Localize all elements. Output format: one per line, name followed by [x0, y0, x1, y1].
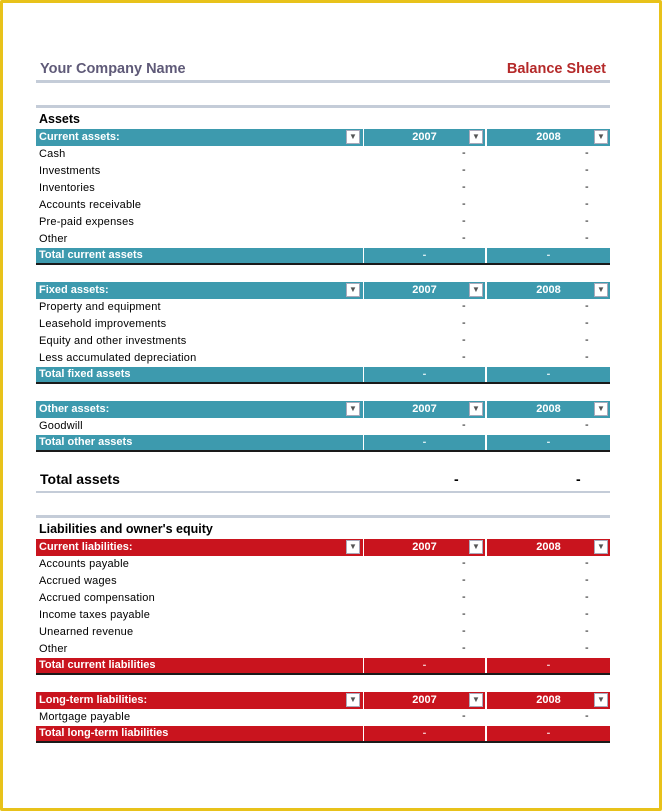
value-2007[interactable]: -: [462, 147, 466, 159]
table-row[interactable]: [36, 146, 610, 163]
chevron-down-icon[interactable]: ▼: [469, 540, 483, 554]
chevron-down-icon[interactable]: ▼: [594, 693, 608, 707]
company-name[interactable]: Your Company Name: [40, 61, 186, 77]
chevron-down-icon[interactable]: ▼: [594, 130, 608, 144]
chevron-down-icon[interactable]: ▼: [594, 283, 608, 297]
total-value-2007: -: [364, 658, 485, 673]
current-liabilities-year2-cell: [487, 539, 610, 556]
total-value-2008: -: [487, 658, 610, 673]
value-2008[interactable]: -: [585, 317, 589, 329]
total-current-liabilities-row[interactable]: [36, 658, 610, 675]
table-row[interactable]: [36, 607, 610, 624]
current-liabilities-header-row: [36, 539, 610, 556]
longterm-liabilities-header-label: Long-term liabilities:: [39, 694, 148, 706]
current-assets-year1-cell: [364, 129, 485, 146]
year-2007-label: 2007: [412, 131, 437, 143]
value-2007[interactable]: -: [462, 232, 466, 244]
page-title: Balance Sheet: [506, 61, 606, 77]
row-label: Income taxes payable: [39, 609, 151, 621]
table-row[interactable]: [36, 709, 610, 726]
row-label: Unearned revenue: [39, 626, 134, 638]
value-2008[interactable]: -: [585, 147, 589, 159]
value-2007[interactable]: -: [462, 351, 466, 363]
table-row[interactable]: [36, 231, 610, 248]
header-divider: [36, 80, 610, 83]
current-liabilities-table: [36, 539, 610, 675]
table-row[interactable]: [36, 333, 610, 350]
value-2008[interactable]: -: [585, 710, 589, 722]
fixed-assets-table: [36, 282, 610, 384]
other-assets-header-cell: [36, 401, 363, 418]
current-liabilities-header-cell: [36, 539, 363, 556]
row-label: Accrued compensation: [39, 592, 155, 604]
value-2008[interactable]: -: [585, 300, 589, 312]
total-value-2007: -: [364, 435, 485, 450]
total-value-2007: -: [364, 726, 485, 741]
value-2008[interactable]: -: [585, 334, 589, 346]
fixed-assets-header-label: Fixed assets:: [39, 284, 109, 296]
total-value-2008: -: [487, 248, 610, 263]
value-2008[interactable]: -: [585, 625, 589, 637]
chevron-down-icon[interactable]: ▼: [469, 130, 483, 144]
total-assets-row[interactable]: [40, 471, 610, 493]
chevron-down-icon[interactable]: ▼: [594, 402, 608, 416]
value-2007[interactable]: -: [462, 181, 466, 193]
year-2007-label: 2007: [412, 403, 437, 415]
row-label: Goodwill: [39, 420, 83, 432]
total-assets-label: Total assets: [40, 471, 120, 487]
total-label: Total current liabilities: [36, 658, 363, 673]
total-fixed-assets-row[interactable]: [36, 367, 610, 384]
other-assets-year1-cell: [364, 401, 485, 418]
total-label: Total fixed assets: [36, 367, 363, 382]
value-2008[interactable]: -: [585, 351, 589, 363]
chevron-down-icon[interactable]: ▼: [346, 130, 360, 144]
year-2007-label: 2007: [412, 541, 437, 553]
value-2008[interactable]: -: [585, 198, 589, 210]
table-row[interactable]: [36, 163, 610, 180]
table-row[interactable]: [36, 556, 610, 573]
value-2007[interactable]: -: [462, 574, 466, 586]
table-row[interactable]: [36, 350, 610, 367]
total-assets-value-2008: -: [576, 471, 581, 487]
value-2007[interactable]: -: [462, 198, 466, 210]
value-2007[interactable]: -: [462, 317, 466, 329]
value-2007[interactable]: -: [462, 642, 466, 654]
value-2008[interactable]: -: [585, 419, 589, 431]
current-assets-header-label: Current assets:: [39, 131, 120, 143]
value-2007[interactable]: -: [462, 215, 466, 227]
row-label: Mortgage payable: [39, 711, 131, 723]
chevron-down-icon[interactable]: ▼: [346, 540, 360, 554]
current-liabilities-header-label: Current liabilities:: [39, 541, 133, 553]
other-assets-year2-cell: [487, 401, 610, 418]
current-liabilities-year1-cell: [364, 539, 485, 556]
value-2008[interactable]: -: [585, 608, 589, 620]
longterm-liabilities-header-cell: [36, 692, 363, 709]
total-label: Total current assets: [36, 248, 363, 263]
longterm-liabilities-year1-cell: [364, 692, 485, 709]
year-2008-label: 2008: [536, 284, 561, 296]
year-2007-label: 2007: [412, 694, 437, 706]
value-2008[interactable]: -: [585, 642, 589, 654]
row-label: Less accumulated depreciation: [39, 352, 197, 364]
table-row[interactable]: [36, 418, 610, 435]
row-label: Inventories: [39, 182, 96, 194]
total-value-2008: -: [487, 435, 610, 450]
chevron-down-icon[interactable]: ▼: [594, 540, 608, 554]
current-assets-table: [36, 129, 610, 265]
row-label: Property and equipment: [39, 301, 161, 313]
value-2007[interactable]: -: [462, 419, 466, 431]
row-label: Other: [39, 233, 68, 245]
year-2008-label: 2008: [536, 403, 561, 415]
table-row[interactable]: [36, 624, 610, 641]
total-assets-divider: [36, 491, 610, 493]
current-assets-year2-cell: [487, 129, 610, 146]
year-2008-label: 2008: [536, 694, 561, 706]
year-2007-label: 2007: [412, 284, 437, 296]
value-2007[interactable]: -: [462, 710, 466, 722]
value-2007[interactable]: -: [462, 164, 466, 176]
table-row[interactable]: [36, 180, 610, 197]
total-label: Total other assets: [36, 435, 363, 450]
row-label: Investments: [39, 165, 101, 177]
other-assets-header-label: Other assets:: [39, 403, 110, 415]
row-label: Pre-paid expenses: [39, 216, 135, 228]
current-assets-header-cell: [36, 129, 363, 146]
assets-heading: Assets: [39, 112, 80, 126]
fixed-assets-year2-cell: [487, 282, 610, 299]
total-other-assets-row[interactable]: [36, 435, 610, 452]
table-row[interactable]: [36, 316, 610, 333]
fixed-assets-year1-cell: [364, 282, 485, 299]
table-row[interactable]: [36, 590, 610, 607]
chevron-down-icon[interactable]: ▼: [469, 283, 483, 297]
total-value-2007: -: [364, 248, 485, 263]
row-label: Accrued wages: [39, 575, 117, 587]
value-2008[interactable]: -: [585, 574, 589, 586]
row-label: Cash: [39, 148, 66, 160]
longterm-liabilities-table: [36, 692, 610, 743]
value-2007[interactable]: -: [462, 557, 466, 569]
total-current-assets-row[interactable]: [36, 248, 610, 265]
total-assets-value-2007: -: [454, 471, 459, 487]
table-row[interactable]: [36, 197, 610, 214]
value-2008[interactable]: -: [585, 557, 589, 569]
value-2008[interactable]: -: [585, 181, 589, 193]
fixed-assets-header-cell: [36, 282, 363, 299]
liabilities-heading: Liabilities and owner's equity: [39, 522, 213, 536]
value-2007[interactable]: -: [462, 591, 466, 603]
row-label: Equity and other investments: [39, 335, 187, 347]
value-2007[interactable]: -: [462, 608, 466, 620]
value-2007[interactable]: -: [462, 334, 466, 346]
chevron-down-icon[interactable]: ▼: [346, 693, 360, 707]
other-assets-table: [36, 401, 610, 452]
year-2008-label: 2008: [536, 131, 561, 143]
chevron-down-icon[interactable]: ▼: [469, 693, 483, 707]
value-2008[interactable]: -: [585, 591, 589, 603]
current-assets-header-row: [36, 129, 610, 146]
value-2008[interactable]: -: [585, 215, 589, 227]
fixed-assets-header-row: [36, 282, 610, 299]
value-2008[interactable]: -: [585, 164, 589, 176]
total-value-2008: -: [487, 367, 610, 382]
table-row[interactable]: [36, 573, 610, 590]
other-assets-header-row: [36, 401, 610, 418]
total-label: Total long-term liabilities: [36, 726, 363, 741]
total-value-2008: -: [487, 726, 610, 741]
value-2007[interactable]: -: [462, 300, 466, 312]
row-label: Accounts receivable: [39, 199, 142, 211]
row-label: Other: [39, 643, 68, 655]
chevron-down-icon[interactable]: ▼: [346, 283, 360, 297]
total-longterm-liabilities-row[interactable]: [36, 726, 610, 743]
row-label: Leasehold improvements: [39, 318, 167, 330]
row-label: Accounts payable: [39, 558, 130, 570]
table-row[interactable]: [36, 641, 610, 658]
chevron-down-icon[interactable]: ▼: [469, 402, 483, 416]
chevron-down-icon[interactable]: ▼: [346, 402, 360, 416]
longterm-liabilities-header-row: [36, 692, 610, 709]
value-2007[interactable]: -: [462, 625, 466, 637]
assets-divider: [36, 105, 610, 108]
liabilities-divider: [36, 515, 610, 518]
year-2008-label: 2008: [536, 541, 561, 553]
value-2008[interactable]: -: [585, 232, 589, 244]
total-value-2007: -: [364, 367, 485, 382]
longterm-liabilities-year2-cell: [487, 692, 610, 709]
table-row[interactable]: [36, 299, 610, 316]
table-row[interactable]: [36, 214, 610, 231]
